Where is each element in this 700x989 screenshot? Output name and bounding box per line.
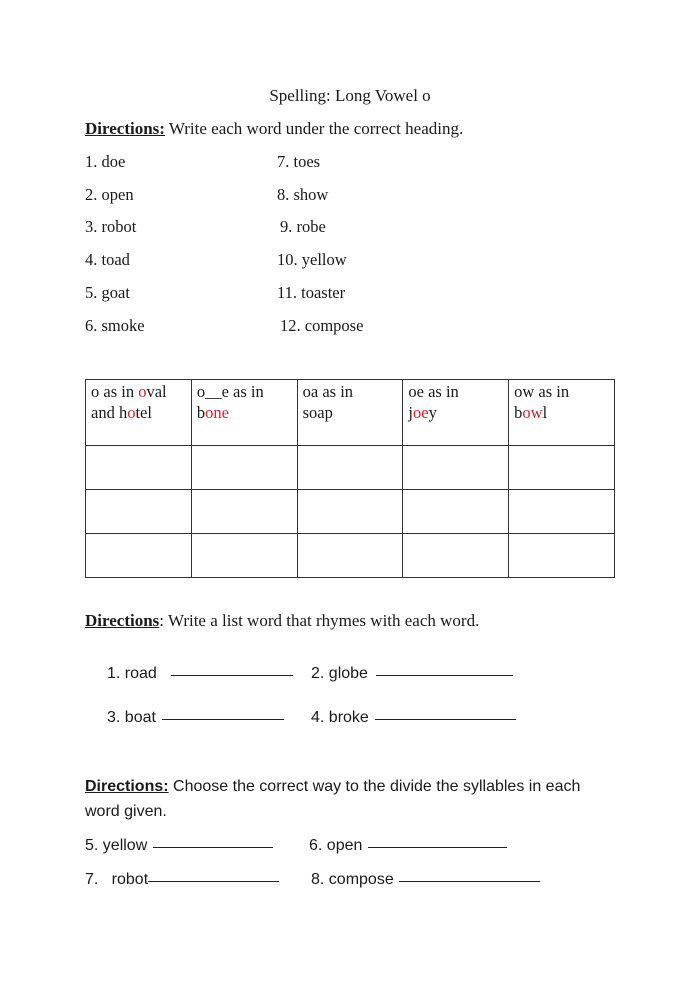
list-word-5: 5. goat	[85, 283, 130, 302]
table-row	[86, 446, 615, 490]
rhyme-item-3: 3. boat	[107, 709, 284, 727]
list-word-8: 8. show	[277, 185, 329, 204]
table-header-row	[86, 380, 615, 446]
syllable-item-5: 5. yellow	[85, 837, 273, 855]
table-row	[86, 490, 615, 534]
answer-blank[interactable]	[148, 881, 279, 882]
answer-cell[interactable]	[509, 490, 615, 534]
table-row	[86, 534, 615, 578]
header-cell: oa as in soap	[297, 380, 403, 446]
directions-2	[85, 611, 479, 631]
directions-1-text: Write each word under the correct heading.	[164, 119, 464, 138]
directions-1	[85, 119, 463, 139]
answer-cell[interactable]	[86, 446, 192, 490]
answer-blank[interactable]	[171, 675, 293, 676]
answer-blank[interactable]	[153, 847, 273, 848]
list-word-6: 6. smoke	[85, 316, 145, 335]
rhyme-item-1: 1. road	[107, 665, 293, 683]
directions-3	[85, 778, 580, 796]
list-word-1: 1. doe	[85, 152, 126, 171]
syllable-item-6: 6. open	[309, 837, 507, 855]
directions-1-label: Directions:	[85, 119, 165, 138]
header-cell: oe as in joey	[403, 380, 509, 446]
answer-cell[interactable]	[403, 534, 509, 578]
list-word-3: 3. robot	[85, 217, 137, 236]
header-cell: o as in oval and hotel	[86, 380, 192, 446]
directions-2-label: Directions	[85, 611, 160, 630]
answer-cell[interactable]	[297, 490, 403, 534]
answer-cell[interactable]	[297, 534, 403, 578]
list-word-11: 11. toaster	[277, 283, 346, 302]
answer-cell[interactable]	[191, 490, 297, 534]
directions-3-line2: word given.	[85, 803, 167, 820]
answer-blank[interactable]	[162, 719, 284, 720]
directions-3-text: Choose the correct way to the divide the syllables in each	[168, 778, 581, 795]
answer-blank[interactable]	[368, 847, 507, 848]
syllable-item-7: 7. robot	[85, 871, 279, 889]
header-cell: ow as in bowl	[509, 380, 615, 446]
answer-blank[interactable]	[376, 675, 513, 676]
answer-cell[interactable]	[403, 490, 509, 534]
worksheet-title: Spelling: Long Vowel o	[269, 86, 431, 105]
list-word-10: 10. yellow	[277, 250, 347, 269]
list-word-4: 4. toad	[85, 250, 130, 269]
sorting-table	[85, 379, 615, 578]
answer-cell[interactable]	[509, 534, 615, 578]
answer-cell[interactable]	[297, 446, 403, 490]
answer-cell[interactable]	[86, 534, 192, 578]
directions-2-text: : Write a list word that rhymes with each word.	[159, 611, 480, 630]
list-word-2: 2. open	[85, 185, 134, 204]
answer-blank[interactable]	[399, 881, 540, 882]
rhyme-item-4: 4. broke	[311, 709, 516, 727]
list-word-9: 9. robe	[280, 217, 326, 236]
answer-cell[interactable]	[191, 534, 297, 578]
syllable-item-8: 8. compose	[311, 871, 540, 889]
header-cell: o__e as in bone	[191, 380, 297, 446]
list-word-12: 12. compose	[280, 316, 364, 335]
list-word-7: 7. toes	[277, 152, 321, 171]
answer-cell[interactable]	[86, 490, 192, 534]
rhyme-item-2: 2. globe	[311, 665, 513, 683]
answer-cell[interactable]	[403, 446, 509, 490]
answer-cell[interactable]	[191, 446, 297, 490]
directions-3-label: Directions:	[85, 778, 169, 795]
answer-blank[interactable]	[375, 719, 516, 720]
answer-cell[interactable]	[509, 446, 615, 490]
